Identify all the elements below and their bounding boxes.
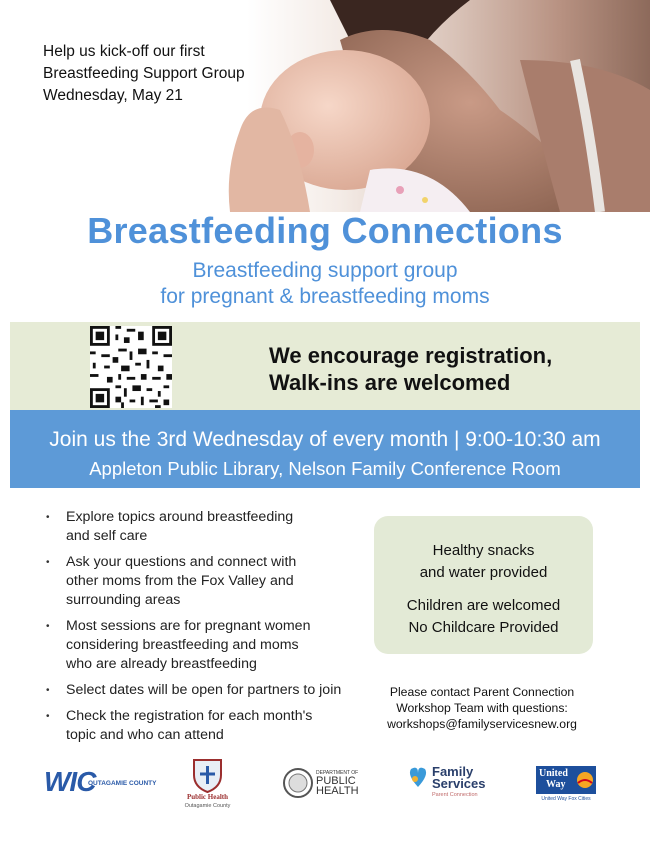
dept-line: DEPARTMENT OF bbox=[316, 770, 359, 776]
qr-code[interactable] bbox=[90, 326, 172, 408]
list-item bbox=[44, 617, 354, 674]
family-heart-icon bbox=[407, 765, 429, 791]
hero-line: Help us kick-off our first bbox=[43, 43, 205, 60]
subtitle-line: Breastfeeding support group bbox=[192, 259, 458, 282]
list-item-line: Check the registration for each month's bbox=[66, 708, 313, 724]
list-item-line: surrounding areas bbox=[66, 592, 181, 608]
bullet-icon: • bbox=[46, 711, 50, 722]
public-health-sub: Outagamie County bbox=[184, 803, 231, 809]
dept-line: HEALTH bbox=[316, 785, 359, 797]
dept-line: PUBLIC bbox=[316, 775, 356, 787]
list-item-line: Ask your questions and connect with bbox=[66, 554, 297, 570]
family-services-sub: Parent Connection bbox=[432, 792, 478, 798]
list-item-line: Most sessions are for pregnant women bbox=[66, 618, 311, 634]
page-title: Breastfeeding Connections bbox=[87, 210, 563, 251]
registration-line: We encourage registration, bbox=[269, 343, 553, 368]
family-services-name: Services bbox=[432, 776, 486, 791]
wic-county: OUTAGAMIE COUNTY bbox=[88, 780, 157, 787]
contact-line: Workshop Team with questions: bbox=[396, 701, 568, 715]
list-item-line: Select dates will be open for partners to join bbox=[66, 682, 342, 698]
family-services-logo bbox=[407, 765, 487, 805]
list-item-line: Explore topics around breastfeeding bbox=[66, 509, 294, 525]
shield-icon bbox=[180, 757, 235, 793]
schedule-time: Join us the 3rd Wednesday of every month | 9:00-10:30 am bbox=[49, 428, 601, 451]
list-item-line: who are already breastfeeding bbox=[66, 656, 257, 672]
united-way-logo bbox=[536, 766, 596, 804]
hero-announcement bbox=[43, 41, 245, 107]
subtitle-line: for pregnant & breastfeeding moms bbox=[160, 285, 490, 308]
info-snacks-line: and water provided bbox=[419, 564, 548, 581]
hero-line: Breastfeeding Support Group bbox=[43, 65, 245, 82]
list-item-line: considering breastfeeding and moms bbox=[66, 637, 299, 653]
united-way-sub: United Way Fox Cities bbox=[541, 796, 591, 802]
dept-public-health-logo bbox=[282, 767, 364, 803]
list-item-line: and self care bbox=[66, 528, 148, 544]
list-item bbox=[44, 707, 354, 745]
public-health-logo bbox=[180, 757, 235, 815]
info-snacks-line: Healthy snacks bbox=[432, 542, 535, 559]
bullet-icon: • bbox=[46, 557, 50, 568]
info-children-line: Children are welcomed bbox=[406, 597, 561, 614]
list-item bbox=[44, 553, 354, 610]
hero-photo bbox=[0, 0, 650, 212]
wic-logo bbox=[44, 766, 157, 806]
list-item bbox=[44, 681, 354, 700]
contact-line: Please contact Parent Connection bbox=[389, 685, 575, 699]
united-way-text: United bbox=[539, 768, 568, 779]
contact-email[interactable]: workshops@familyservicesnew.org bbox=[387, 717, 577, 731]
public-health-name: Public Health bbox=[186, 793, 229, 801]
info-children-line: No Childcare Provided bbox=[408, 619, 559, 636]
registration-message bbox=[269, 342, 552, 396]
state-seal-icon bbox=[282, 767, 314, 799]
bullet-icon: • bbox=[46, 685, 50, 696]
list-item-line: topic and who can attend bbox=[66, 727, 224, 743]
schedule-location: Appleton Public Library, Nelson Family Conference Room bbox=[89, 458, 561, 479]
united-way-text: Way bbox=[546, 779, 566, 790]
bullet-icon: • bbox=[46, 621, 50, 632]
bullet-icon: • bbox=[46, 512, 50, 523]
family-services-name: Family bbox=[432, 764, 474, 779]
wic-mark: WIC bbox=[44, 766, 96, 797]
hero-line: Wednesday, May 21 bbox=[43, 87, 183, 104]
topics-list bbox=[44, 508, 354, 752]
list-item bbox=[44, 508, 354, 546]
list-item-line: other moms from the Fox Valley and bbox=[66, 573, 294, 589]
registration-line: Walk-ins are welcomed bbox=[269, 370, 511, 395]
united-way-hand-icon bbox=[576, 771, 594, 789]
